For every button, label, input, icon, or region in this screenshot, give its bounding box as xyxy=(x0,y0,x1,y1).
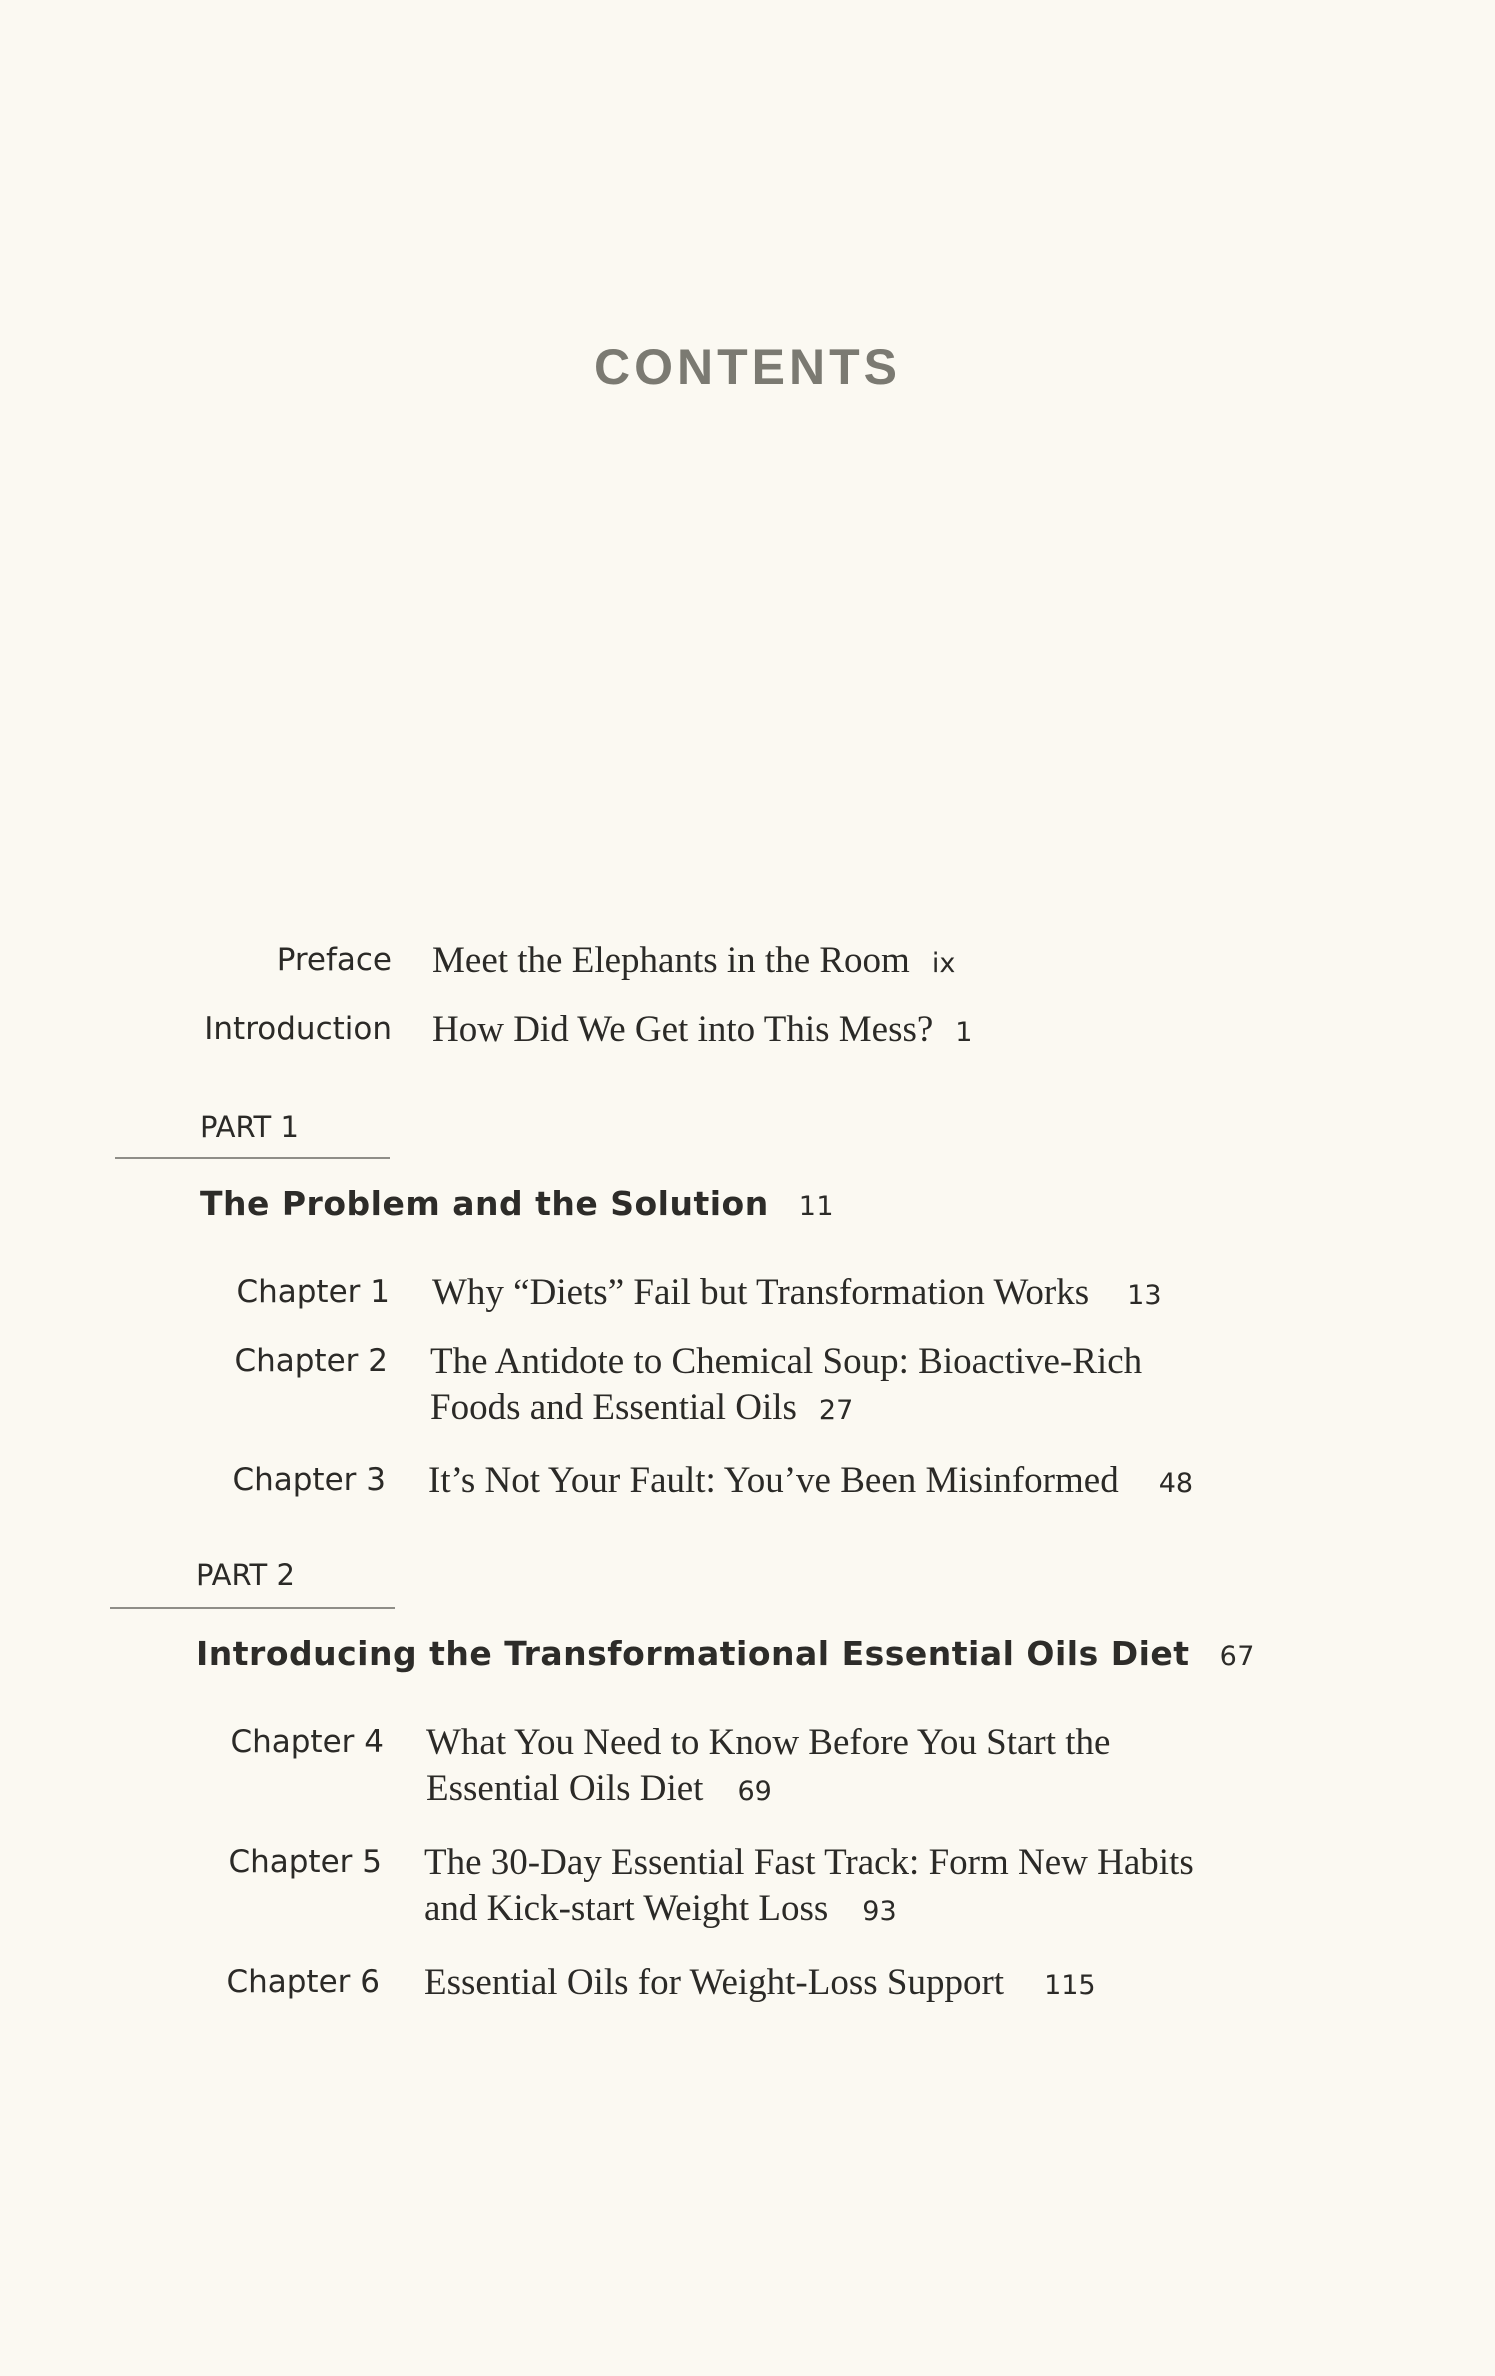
entry-title-line-2 xyxy=(424,1886,897,1935)
part-title xyxy=(200,1184,834,1223)
entry-title-text: Why “Diets” Fail but Transformation Works xyxy=(432,1272,1090,1313)
entry-title-text: and Kick-start Weight Loss xyxy=(424,1888,829,1929)
part-divider xyxy=(110,1607,395,1609)
entry-label: Chapter 6 xyxy=(226,1964,380,2000)
part-divider xyxy=(115,1157,390,1159)
entry-title xyxy=(432,1007,972,1056)
page-number: 115 xyxy=(1044,1970,1096,2001)
page-number: 67 xyxy=(1219,1641,1255,1672)
entry-title xyxy=(432,1270,1162,1319)
entry-title-text: Essential Oils Diet xyxy=(426,1768,704,1809)
entry-label: Introduction xyxy=(204,1011,392,1047)
contents-heading: CONTENTS xyxy=(594,339,901,395)
page-number: 69 xyxy=(737,1776,772,1807)
entry-title-line-2 xyxy=(426,1766,772,1815)
entry-title-line-1: What You Need to Know Before You Start the xyxy=(426,1722,1111,1763)
page-number: 1 xyxy=(955,1017,973,1048)
entry-label: Preface xyxy=(276,942,392,978)
part-label: PART 2 xyxy=(196,1558,295,1592)
page-number: 13 xyxy=(1127,1280,1162,1311)
part-title-text: The Problem and the Solution xyxy=(200,1184,769,1223)
entry-title-line-2 xyxy=(430,1385,853,1434)
entry-title xyxy=(424,1960,1096,2009)
part-title xyxy=(196,1634,1255,1673)
entry-title-text: How Did We Get into This Mess? xyxy=(432,1009,934,1050)
entry-label: Chapter 5 xyxy=(228,1844,382,1880)
page-number: 11 xyxy=(798,1191,835,1222)
entry-title-line-1: The 30-Day Essential Fast Track: Form New Habits xyxy=(424,1842,1194,1883)
entry-label: Chapter 2 xyxy=(234,1343,388,1379)
entry-title-text: It’s Not Your Fault: You’ve Been Misinformed xyxy=(428,1460,1119,1501)
page-number: 48 xyxy=(1158,1468,1194,1499)
entry-title xyxy=(432,938,955,987)
page-number: 93 xyxy=(862,1896,897,1927)
part-label: PART 1 xyxy=(200,1110,299,1144)
entry-title-text: Meet the Elephants in the Room xyxy=(432,940,910,981)
entry-label: Chapter 3 xyxy=(232,1462,386,1498)
page-number: 27 xyxy=(818,1395,854,1426)
entry-title xyxy=(428,1458,1193,1507)
entry-title-line-1: The Antidote to Chemical Soup: Bioactive-Rich xyxy=(430,1341,1143,1382)
part-title-text: Introducing the Transformational Essential Oils Diet xyxy=(196,1634,1190,1673)
entry-title-text: Foods and Essential Oils xyxy=(430,1387,797,1428)
entry-label: Chapter 1 xyxy=(236,1274,390,1310)
entry-title-text: Essential Oils for Weight-Loss Support xyxy=(424,1962,1005,2003)
entry-label: Chapter 4 xyxy=(230,1724,384,1760)
page-number: ix xyxy=(931,948,956,979)
